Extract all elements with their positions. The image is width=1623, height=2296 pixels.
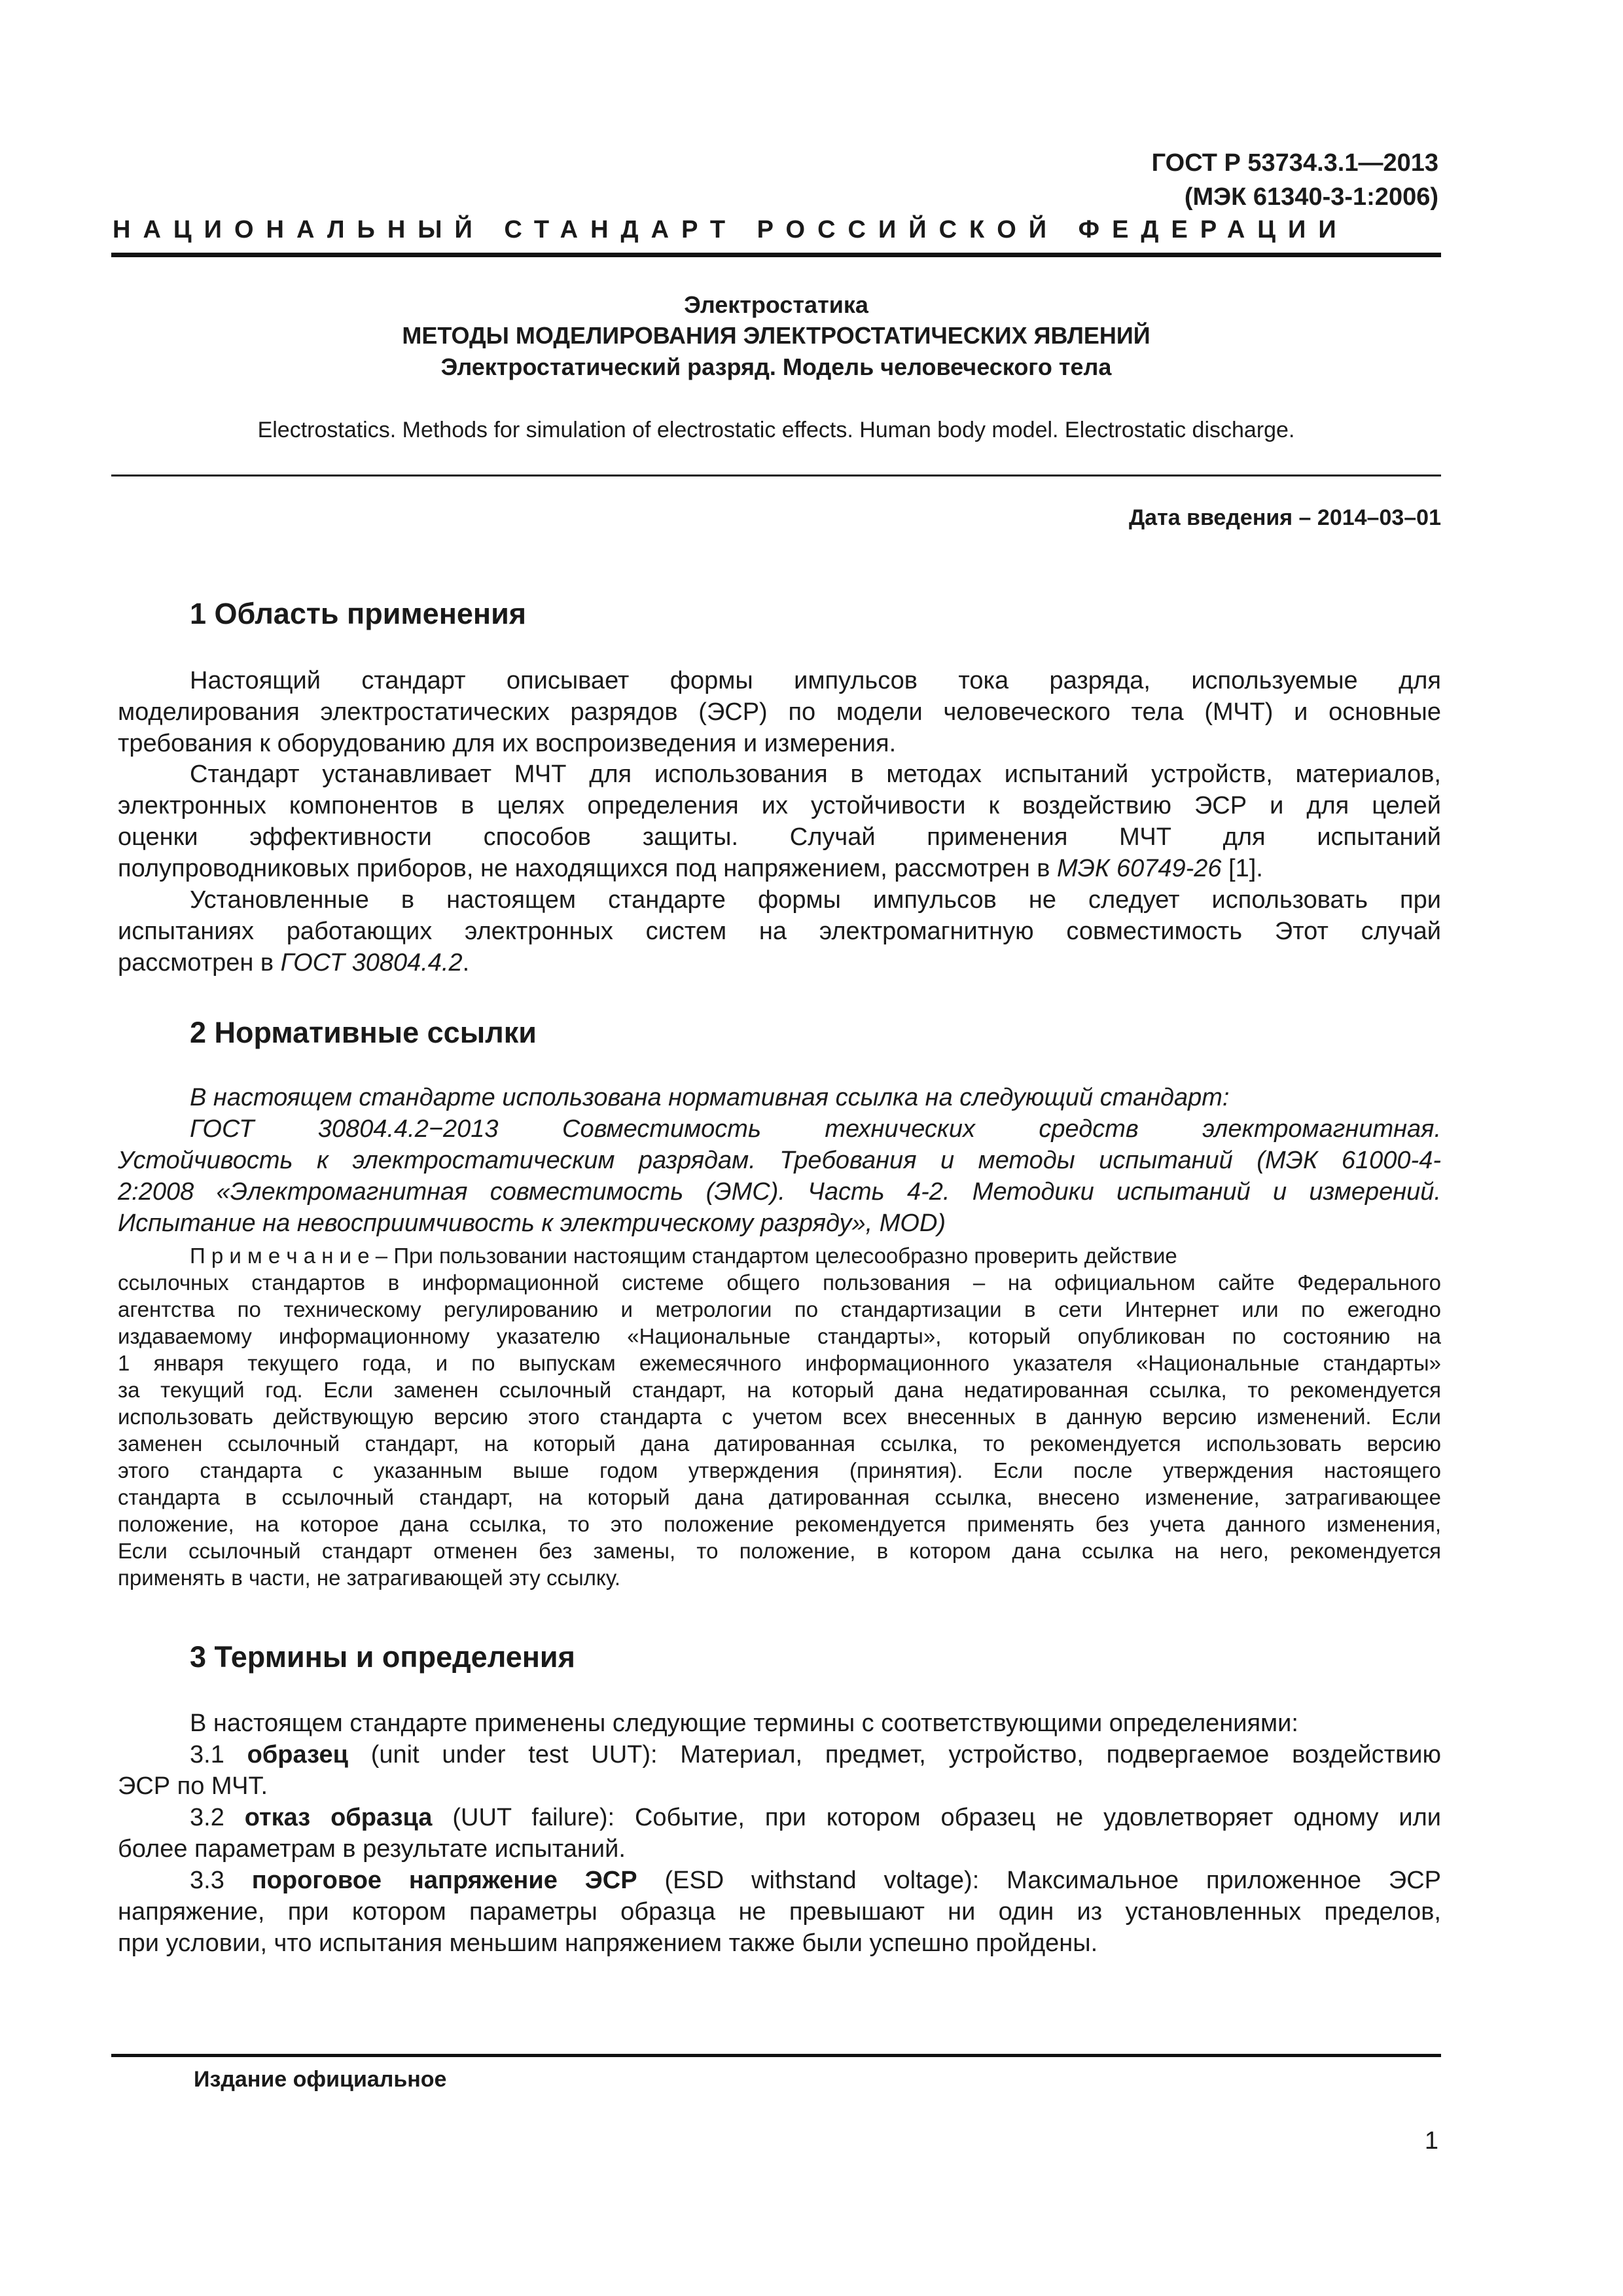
footer-rule bbox=[111, 2054, 1441, 2057]
text-line: ГОСТ 30804.4.2−2013 Совместимость технических средств электромагнитная. bbox=[190, 1115, 1441, 1143]
text-line: Испытание на невосприимчивость к электрическому разряду», MOD) bbox=[118, 1210, 946, 1237]
term-definition: (ESD withstand voltage): Максимальное приложенное ЭСР bbox=[637, 1867, 1441, 1894]
official-edition-label: Издание официальное bbox=[194, 2067, 447, 2092]
note-line: издаваемому информационному указателю «Национальные стандарты», который опубликован по состоянию на bbox=[118, 1324, 1441, 1348]
header-rule bbox=[111, 253, 1441, 257]
term-name: отказ образца bbox=[244, 1804, 433, 1831]
standard-number: ГОСТ Р 53734.3.1—2013 bbox=[1151, 149, 1438, 177]
note-label: П р и м е ч а н и е bbox=[190, 1244, 370, 1268]
text-line: Установленные в настоящем стандарте формы импульсов не следует использовать при bbox=[190, 886, 1441, 914]
title-rule bbox=[111, 475, 1441, 476]
text-line: электронных компонентов в целях определения их устойчивости к воздействию ЭСР и для целей bbox=[118, 792, 1441, 819]
reference-iec-60749-26: МЭК 60749-26 bbox=[1056, 855, 1222, 882]
text-line bbox=[118, 949, 1441, 977]
national-standard-banner: НАЦИОНАЛЬНЫЙ СТАНДАРТ РОССИЙСКОЙ ФЕДЕРАЦИИ bbox=[113, 216, 1349, 243]
term-3-2 bbox=[190, 1804, 1441, 1832]
note-line: за текущий год. Если заменен ссылочный стандарт, на который дана недатированная ссылка, то рекомендуется bbox=[118, 1378, 1441, 1402]
title-line-1: Электростатика bbox=[684, 291, 868, 318]
term-definition: (UUT failure): Событие, при котором образец не удовлетворяет одному или bbox=[432, 1804, 1442, 1831]
note-line: стандарта в ссылочный стандарт, на который дана датированная ссылка, внесено изменение, затрагивающее bbox=[118, 1485, 1441, 1509]
note-line: 1 января текущего года, и по выпускам ежемесячного информационного указателя «Национальные стандарты» bbox=[118, 1351, 1441, 1375]
term-number: 3.1 bbox=[190, 1741, 247, 1768]
term-name: образец bbox=[247, 1741, 348, 1768]
text-run: полупроводниковых приборов, не находящихся под напряжением, рассмотрен в bbox=[118, 855, 1057, 882]
page-number: 1 bbox=[1424, 2127, 1438, 2155]
note-line: Если ссылочный стандарт отменен без замены, то положение, в котором дана ссылка на него, рекомендуется bbox=[118, 1539, 1441, 1563]
section-2-heading: 2 Нормативные ссылки bbox=[190, 1016, 537, 1049]
text-line: ЭСР по МЧТ. bbox=[118, 1772, 268, 1800]
text-line: В настоящем стандарте использована нормативная ссылка на следующий стандарт: bbox=[190, 1084, 1230, 1111]
section-3-heading: 3 Термины и определения bbox=[190, 1640, 575, 1674]
text-line: В настоящем стандарте применены следующие термины с соответствующими определениями: bbox=[190, 1710, 1298, 1737]
text-line: более параметрам в результате испытаний. bbox=[118, 1835, 626, 1863]
note-line: этого стандарта с указанным выше годом утверждения (принятия). Если после утверждения настоящего bbox=[118, 1458, 1441, 1482]
text-run: рассмотрен в bbox=[118, 949, 281, 977]
text-line: оценки эффективности способов защиты. Случай применения МЧТ для испытаний bbox=[118, 823, 1441, 851]
note-line: применять в части, не затрагивающей эту ссылку. bbox=[118, 1566, 621, 1590]
term-definition: (unit under test UUT): Материал, предмет, устройство, подвергаемое воздействию bbox=[348, 1741, 1441, 1768]
term-number: 3.2 bbox=[190, 1804, 245, 1831]
note-line: ссылочных стандартов в информационной системе общего пользования – на официальном сайте Федерального bbox=[118, 1270, 1441, 1295]
term-3-3 bbox=[190, 1867, 1441, 1895]
term-name: пороговое напряжение ЭСР bbox=[251, 1867, 637, 1894]
text-line: требования к оборудованию для их воспроизведения и измерения. bbox=[118, 730, 897, 757]
text-line: моделирования электростатических разрядов (ЭСР) по модели человеческого тела (МЧТ) и основные bbox=[118, 698, 1441, 726]
iec-number: (МЭК 61340-3-1:2006) bbox=[1184, 183, 1438, 211]
english-title: Electrostatics. Methods for simulation of electrostatic effects. Human body model. Electrostatic discharge. bbox=[257, 418, 1295, 442]
title-line-3: Электростатический разряд. Модель человеческого тела bbox=[440, 353, 1112, 380]
note-line: использовать действующую версию этого стандарта с учетом всех внесенных в данную версию изменений. Если bbox=[118, 1405, 1441, 1429]
section-1-heading: 1 Область применения bbox=[190, 597, 527, 630]
note-line: агентства по техническому регулированию и метрологии по стандартизации в сети Интернет или по ежегодно bbox=[118, 1297, 1441, 1321]
term-3-1 bbox=[190, 1741, 1441, 1769]
note-line: заменен ссылочный стандарт, на который дана датированная ссылка, то рекомендуется использовать версию bbox=[118, 1431, 1441, 1456]
text-line: 2:2008 «Электромагнитная совместимость (ЭМС). Часть 4-2. Методики испытаний и измерений. bbox=[118, 1178, 1441, 1206]
introduction-date: Дата введения – 2014–03–01 bbox=[1128, 505, 1441, 530]
text-line: Устойчивость к электростатическим разрядам. Требования и методы испытаний (МЭК 61000-4- bbox=[118, 1147, 1441, 1174]
text-line: Настоящий стандарт описывает формы импульсов тока разряда, используемые для bbox=[190, 667, 1441, 694]
note-line: положение, на которое дана ссылка, то это положение рекомендуется применять без учета данного изменения, bbox=[118, 1512, 1441, 1536]
text-run: . bbox=[462, 949, 470, 977]
reference-gost-30804: ГОСТ 30804.4.2 bbox=[280, 949, 463, 977]
text-run: [1]. bbox=[1221, 855, 1263, 882]
text-line bbox=[118, 855, 1441, 883]
note-line bbox=[190, 1244, 1441, 1268]
text-line: Стандарт устанавливает МЧТ для использования в методах испытаний устройств, материалов, bbox=[190, 761, 1441, 788]
term-number: 3.3 bbox=[190, 1867, 252, 1894]
text-line: при условии, что испытания меньшим напряжением также были успешно пройдены. bbox=[118, 1929, 1098, 1957]
text-line: напряжение, при котором параметры образца не превышают ни один из установленных пределов, bbox=[118, 1898, 1441, 1926]
title-line-2: МЕТОДЫ МОДЕЛИРОВАНИЯ ЭЛЕКТРОСТАТИЧЕСКИХ ЯВЛЕНИЙ bbox=[402, 322, 1150, 349]
text-line: испытаниях работающих электронных систем на электромагнитную совместимость Этот случай bbox=[118, 918, 1441, 945]
text-run: – При пользовании настоящим стандартом целесообразно проверить действие bbox=[369, 1244, 1177, 1268]
